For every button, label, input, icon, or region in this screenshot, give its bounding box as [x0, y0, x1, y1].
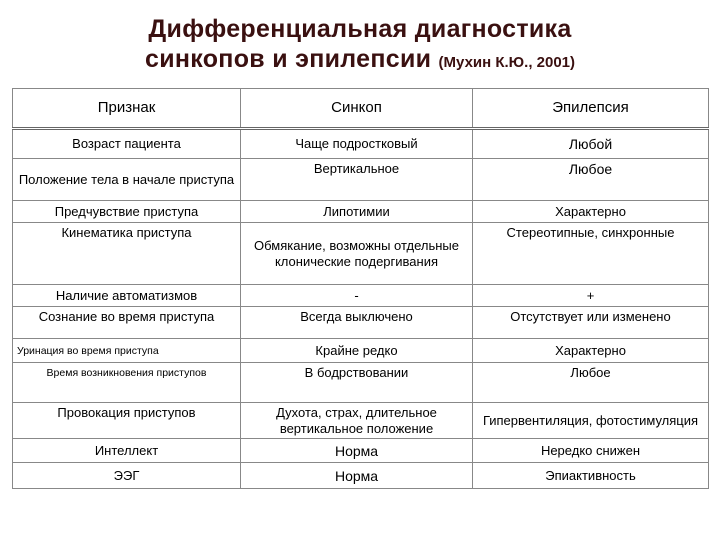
table-row — [13, 129, 709, 159]
cell-epilepsy: Любое — [473, 159, 709, 201]
table-row — [13, 307, 709, 339]
cell-sign: Возраст пациента — [13, 129, 241, 159]
cell-epilepsy: Любое — [473, 363, 709, 403]
title-reference: (Мухин К.Ю., 2001) — [438, 54, 576, 71]
header-syncope: Синкоп — [241, 89, 473, 129]
cell-sign: ЭЭГ — [13, 463, 241, 489]
title-line-2-text: синкопов и эпилепсии — [144, 45, 432, 73]
cell-epilepsy: Любой — [473, 129, 709, 159]
cell-syncope: Липотимии — [241, 201, 473, 223]
cell-syncope: Норма — [241, 439, 473, 463]
cell-sign: Интеллект — [13, 439, 241, 463]
cell-syncope: Обмякание, возможны отдельные клонические подергивания — [241, 223, 473, 285]
table-row — [13, 439, 709, 463]
title-line-2 — [0, 44, 720, 78]
cell-epilepsy: Стереотипные, синхронные — [473, 223, 709, 285]
cell-epilepsy: Эпиактивность — [473, 463, 709, 489]
cell-sign: Уринация во время приступа — [13, 339, 241, 363]
cell-sign: Кинематика приступа — [13, 223, 241, 285]
table-row — [13, 463, 709, 489]
cell-epilepsy: Отсутствует или изменено — [473, 307, 709, 339]
cell-epilepsy: Характерно — [473, 201, 709, 223]
cell-sign: Предчувствие приступа — [13, 201, 241, 223]
table-row — [13, 363, 709, 403]
cell-epilepsy: Гипервентиляция, фотостимуляция — [473, 403, 709, 439]
table-row — [13, 403, 709, 439]
table-row — [13, 223, 709, 285]
cell-epilepsy: + — [473, 285, 709, 307]
header-sign: Признак — [13, 89, 241, 129]
cell-syncope: Крайне редко — [241, 339, 473, 363]
cell-syncope: Вертикальное — [241, 159, 473, 201]
cell-sign: Наличие автоматизмов — [13, 285, 241, 307]
table-row — [13, 159, 709, 201]
comparison-table — [12, 88, 709, 489]
cell-syncope: Чаще подростковый — [241, 129, 473, 159]
cell-syncope: - — [241, 285, 473, 307]
cell-syncope: Всегда выключено — [241, 307, 473, 339]
table-row — [13, 285, 709, 307]
table-header-row — [13, 89, 709, 129]
table-row — [13, 201, 709, 223]
cell-epilepsy: Нередко снижен — [473, 439, 709, 463]
table-row — [13, 339, 709, 363]
cell-sign: Сознание во время приступа — [13, 307, 241, 339]
cell-sign: Положение тела в начале приступа — [13, 159, 241, 201]
cell-syncope: Норма — [241, 463, 473, 489]
header-epilepsy: Эпилепсия — [473, 89, 709, 129]
cell-sign: Время возникновения приступов — [13, 363, 241, 403]
title-line-1: Дифференциальная диагностика — [148, 15, 572, 43]
cell-syncope: Духота, страх, длительное вертикальное положение — [241, 403, 473, 439]
cell-epilepsy: Характерно — [473, 339, 709, 363]
cell-syncope: В бодрствовании — [241, 363, 473, 403]
slide-title — [0, 14, 720, 78]
cell-sign: Провокация приступов — [13, 403, 241, 439]
